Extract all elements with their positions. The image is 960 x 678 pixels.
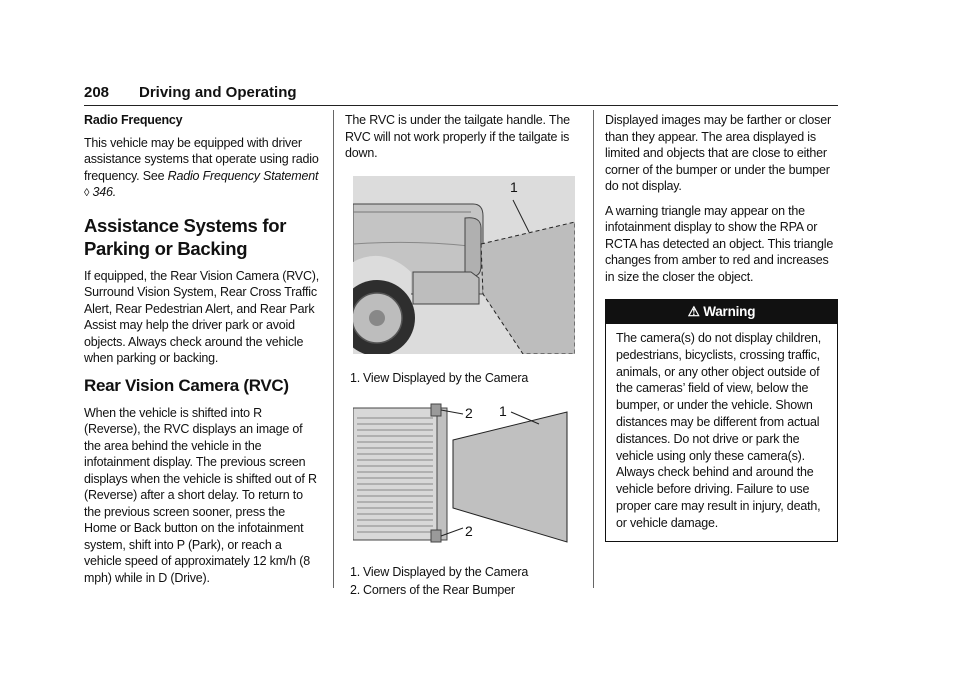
displayed-images-paragraph: Displayed images may be farther or closer than they appear. The area displayed is limited and objects that are close to either corner of the bumper or under the bumper do not display. xyxy=(605,113,831,193)
column-middle xyxy=(345,112,580,599)
page-ref-icon: ◊ xyxy=(84,187,90,199)
warning-header xyxy=(606,300,837,324)
column-right xyxy=(605,112,838,542)
caption-text: View Displayed by the Camera xyxy=(363,565,529,579)
figure-label-1: 1 xyxy=(499,403,507,419)
caption-text: Corners of the Rear Bumper xyxy=(363,582,515,597)
caption-text: View Displayed by the Camera xyxy=(363,370,529,385)
caption-number: 2. xyxy=(350,582,361,597)
figure-label-1: 1 xyxy=(510,178,518,195)
figure-label-2-bottom: 2 xyxy=(465,523,473,539)
page-number: 208 xyxy=(84,84,110,101)
warning-box xyxy=(605,299,838,542)
radio-frequency-text: This vehicle may be equipped with driver assistance systems that operate using radio frequency. See xyxy=(84,135,319,183)
rvc-heading: Rear Vision Camera (RVC) xyxy=(84,375,289,395)
rvc-paragraph: When the vehicle is shifted into R (Reverse), the RVC displays an image of the area behind the vehicle in the infotainment display. The previous screen displays when the vehicle is shifted out of R (Reverse) after a short delay. To return to the previous screen sooner, press the Home or Back button on the infotainment system, shift into P (Park), or reach a vehicle speed of approximately 12 km/h (8 mph) while in D (Drive). xyxy=(84,405,317,585)
rvc-location-paragraph: The RVC is under the tailgate handle. The RVC will not work properly if the tailgate is down. xyxy=(345,113,570,160)
assistance-systems-heading: Assistance Systems for Parking or Backing xyxy=(84,214,287,259)
column-divider xyxy=(333,110,334,588)
radio-frequency-paragraph: This vehicle may be equipped with driver assistance systems that operate using radio frequency. See Radio Frequency Statement ◊ 346. xyxy=(84,135,319,199)
column-left xyxy=(84,112,320,594)
figure-2-captions xyxy=(345,564,580,598)
caption-number: 1. xyxy=(350,565,361,579)
radio-frequency-heading: Radio Frequency xyxy=(84,113,183,127)
camera-top-view-illustration xyxy=(353,400,575,546)
camera-side-view-illustration xyxy=(353,176,575,354)
caption-item xyxy=(345,370,580,387)
figure-top-view xyxy=(353,400,580,546)
warning-triangle-paragraph: A warning triangle may appear on the infotainment display to show the RPA or RCTA has detected an object. This triangle changes from amber to red and increases in size the closer the object. xyxy=(605,203,834,284)
radio-frequency-page-ref[interactable]: 346 xyxy=(92,185,113,199)
caption-item xyxy=(345,564,580,581)
figure-side-view xyxy=(353,176,580,354)
warning-text: The camera(s) do not display children, pedestrians, bicyclists, crossing traffic, animals, or any other object outside of the cameras’ field of view, below the bumper, or under the vehicle. Shown distances may be different from actual distances. Do not drive or park the vehicle using only these camera(s). Always check behind and around the vehicle before driving. Failure to use proper care may result in injury, death, or vehicle damage. xyxy=(616,331,821,530)
caption-item xyxy=(345,582,580,599)
warning-title: Warning xyxy=(703,304,756,319)
warning-icon: ⚠ xyxy=(687,304,700,319)
assistance-systems-paragraph: If equipped, the Rear Vision Camera (RVC), Surround Vision System, Rear Cross Traffic Alert, Rear Pedestrian Alert, and Rear Park Assist may help the driver park or avoid objects. Always check around the vehicle when parking or backing. xyxy=(84,268,320,365)
radio-frequency-link[interactable]: Radio Frequency Statement xyxy=(167,168,319,183)
figure-label-2-top: 2 xyxy=(465,405,473,421)
page-header xyxy=(84,83,838,106)
caption-number: 1. xyxy=(350,370,361,385)
section-title: Driving and Operating xyxy=(139,84,297,101)
column-divider xyxy=(593,110,594,588)
figure-1-captions xyxy=(345,370,580,387)
